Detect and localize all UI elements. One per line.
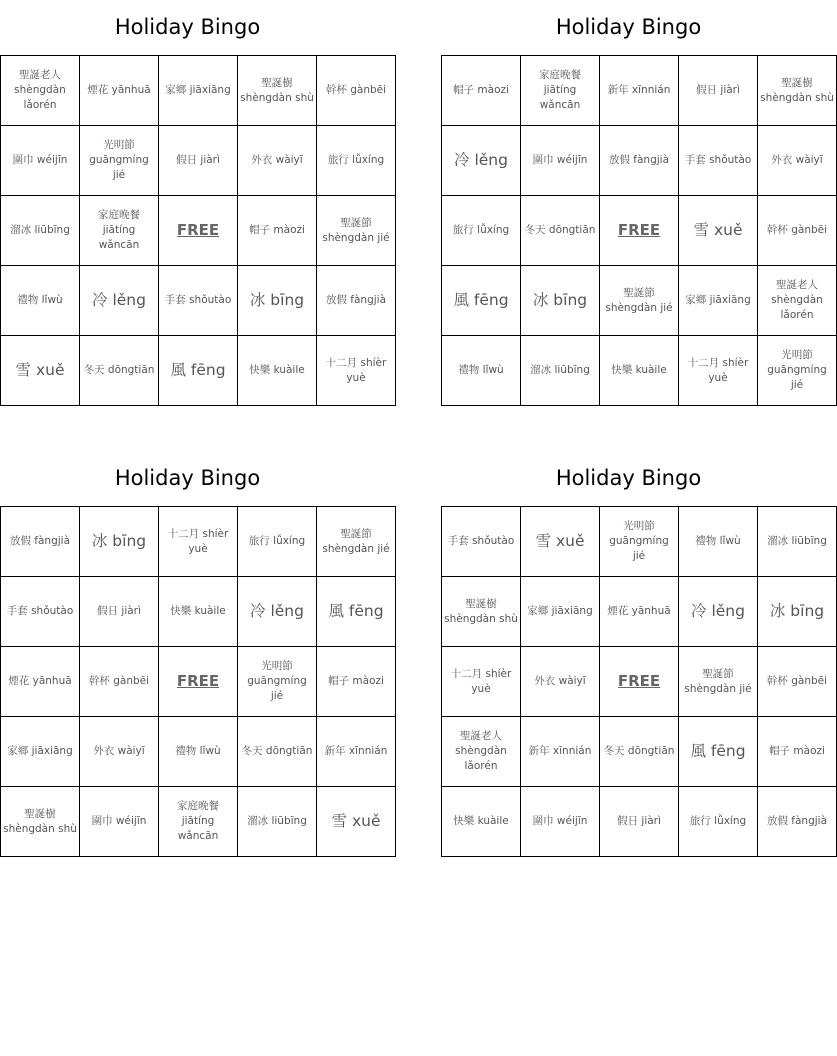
bingo-cell: 禮物 lǐwù [159,717,238,787]
bingo-cell: 聖誕樹 shèngdàn shù [442,577,521,647]
bingo-cell: 家鄉 jiāxiāng [159,56,238,126]
bingo-row [1,787,396,857]
free-space: FREE [600,196,679,266]
bingo-cell: 幹杯 gànbēi [80,647,159,717]
bingo-cell: 聖誕樹 shèngdàn shù [1,787,80,857]
bingo-row [1,56,396,126]
bingo-row [442,266,837,336]
bingo-row [442,126,837,196]
bingo-cell: 手套 shǒutào [442,507,521,577]
bingo-cell: 雪 xuě [1,336,80,406]
bingo-cell: 光明節 guāngmíng jié [80,126,159,196]
bingo-cell: 冷 lěng [679,577,758,647]
bingo-cell: 十二月 shíèr yuè [317,336,396,406]
bingo-card-4 [441,451,828,857]
bingo-cell: 家鄉 jiāxiāng [679,266,758,336]
free-space: FREE [600,647,679,717]
bingo-row [442,717,837,787]
bingo-cell: 風 fēng [679,717,758,787]
bingo-cell: 旅行 lǚxíng [442,196,521,266]
bingo-cell: 聖誕節 shèngdàn jié [600,266,679,336]
bingo-cell: 聖誕樹 shèngdàn shù [238,56,317,126]
bingo-cell: 手套 shǒutào [1,577,80,647]
bingo-cell: 外衣 wàiyī [80,717,159,787]
bingo-cell: 外衣 wàiyī [758,126,837,196]
bingo-cell: 煙花 yānhuā [80,56,159,126]
bingo-cell: 帽子 màozi [758,717,837,787]
bingo-cell: 外衣 wàiyī [238,126,317,196]
bingo-row [1,126,396,196]
bingo-cell: 冬天 dōngtiān [521,196,600,266]
bingo-cell: 新年 xīnnián [521,717,600,787]
bingo-cell: 假日 jiàrì [600,787,679,857]
bingo-row [1,717,396,787]
bingo-cell: 風 fēng [159,336,238,406]
bingo-grid [0,55,396,406]
bingo-row [1,507,396,577]
bingo-cell: 外衣 wàiyī [521,647,600,717]
bingo-row [442,196,837,266]
bingo-cell: 十二月 shíèr yuè [159,507,238,577]
bingo-cell: 家庭晚餐 jiātíng wǎncān [80,196,159,266]
bingo-cell: 帽子 màozi [317,647,396,717]
bingo-cell: 快樂 kuàile [159,577,238,647]
bingo-cell: 圍巾 wéijīn [1,126,80,196]
bingo-cell: 手套 shǒutào [679,126,758,196]
bingo-cell: 冬天 dōngtiān [80,336,159,406]
bingo-cell: 聖誕節 shèngdàn jié [317,196,396,266]
bingo-cell: 放假 fàngjià [758,787,837,857]
bingo-cell: 圍巾 wéijīn [80,787,159,857]
bingo-cell: 聖誕老人 shèngdàn lǎorén [442,717,521,787]
bingo-cell: 雪 xuě [317,787,396,857]
bingo-cell: 新年 xīnnián [600,56,679,126]
bingo-cell: 冷 lěng [238,577,317,647]
bingo-cell: 帽子 màozi [442,56,521,126]
card-title: Holiday Bingo [114,15,261,39]
bingo-cell: 放假 fàngjià [1,507,80,577]
bingo-cell: 旅行 lǚxíng [238,507,317,577]
bingo-cell: 手套 shǒutào [159,266,238,336]
bingo-grid [441,506,837,857]
bingo-row [442,507,837,577]
bingo-row [442,577,837,647]
bingo-cell: 聖誕節 shèngdàn jié [679,647,758,717]
bingo-cell: 雪 xuě [679,196,758,266]
bingo-cell: 旅行 lǚxíng [679,787,758,857]
bingo-cell: 快樂 kuàile [600,336,679,406]
bingo-cell: 圍巾 wéijīn [521,787,600,857]
bingo-cell: 溜冰 liūbīng [1,196,80,266]
bingo-cell: 光明節 guāngmíng jié [238,647,317,717]
bingo-cell: 帽子 màozi [238,196,317,266]
bingo-cell: 風 fēng [317,577,396,647]
bingo-row [442,56,837,126]
bingo-cell: 聖誕老人 shèngdàn lǎorén [758,266,837,336]
bingo-cell: 光明節 guāngmíng jié [758,336,837,406]
bingo-cell: 放假 fàngjià [600,126,679,196]
bingo-cell: 溜冰 liūbīng [758,507,837,577]
bingo-row [442,336,837,406]
bingo-cell: 聖誕樹 shèngdàn shù [758,56,837,126]
bingo-cell: 冷 lěng [80,266,159,336]
bingo-cell: 煙花 yānhuā [600,577,679,647]
bingo-cell: 雪 xuě [521,507,600,577]
bingo-cell: 家鄉 jiāxiāng [1,717,80,787]
bingo-cell: 快樂 kuàile [238,336,317,406]
bingo-cell: 冰 bīng [80,507,159,577]
bingo-cell: 放假 fàngjià [317,266,396,336]
bingo-cell: 家鄉 jiāxiāng [521,577,600,647]
bingo-cell: 冬天 dōngtiān [600,717,679,787]
bingo-row [1,577,396,647]
bingo-cell: 假日 jiàrì [80,577,159,647]
bingo-row [1,266,396,336]
bingo-cell: 家庭晚餐 jiātíng wǎncān [521,56,600,126]
bingo-cell: 假日 jiàrì [159,126,238,196]
bingo-row [442,787,837,857]
bingo-cell: 十二月 shíèr yuè [679,336,758,406]
bingo-grid [0,506,396,857]
bingo-cell: 溜冰 liūbīng [238,787,317,857]
bingo-card-1 [0,0,390,406]
bingo-grid [441,55,837,406]
card-title: Holiday Bingo [555,15,702,39]
bingo-row [1,647,396,717]
bingo-cell: 禮物 lǐwù [679,507,758,577]
bingo-cell: 冰 bīng [521,266,600,336]
bingo-cell: 幹杯 gànbēi [758,647,837,717]
bingo-cell: 快樂 kuàile [442,787,521,857]
bingo-cell: 新年 xīnnián [317,717,396,787]
free-space: FREE [159,647,238,717]
bingo-cell: 旅行 lǚxíng [317,126,396,196]
bingo-cell: 十二月 shíèr yuè [442,647,521,717]
bingo-cell: 冬天 dōngtiān [238,717,317,787]
bingo-cell: 幹杯 gànbēi [758,196,837,266]
bingo-cell: 禮物 lǐwù [1,266,80,336]
bingo-cell: 光明節 guāngmíng jié [600,507,679,577]
bingo-cell: 風 fēng [442,266,521,336]
bingo-cell: 家庭晚餐 jiātíng wǎncān [159,787,238,857]
free-space: FREE [159,196,238,266]
bingo-cell: 圍巾 wéijīn [521,126,600,196]
bingo-row [1,196,396,266]
bingo-cell: 假日 jiàrì [679,56,758,126]
bingo-cell: 聖誕老人 shèngdàn lǎorén [1,56,80,126]
bingo-row [1,336,396,406]
bingo-cell: 聖誕節 shèngdàn jié [317,507,396,577]
bingo-card-2 [441,0,834,406]
bingo-cell: 禮物 lǐwù [442,336,521,406]
bingo-cell: 冰 bīng [238,266,317,336]
bingo-cell: 幹杯 gànbēi [317,56,396,126]
card-title: Holiday Bingo [555,466,702,490]
card-title: Holiday Bingo [114,466,261,490]
bingo-cell: 冰 bīng [758,577,837,647]
bingo-cell: 煙花 yānhuā [1,647,80,717]
bingo-card-3 [0,451,390,857]
bingo-cell: 冷 lěng [442,126,521,196]
bingo-cell: 溜冰 liūbīng [521,336,600,406]
bingo-row [442,647,837,717]
